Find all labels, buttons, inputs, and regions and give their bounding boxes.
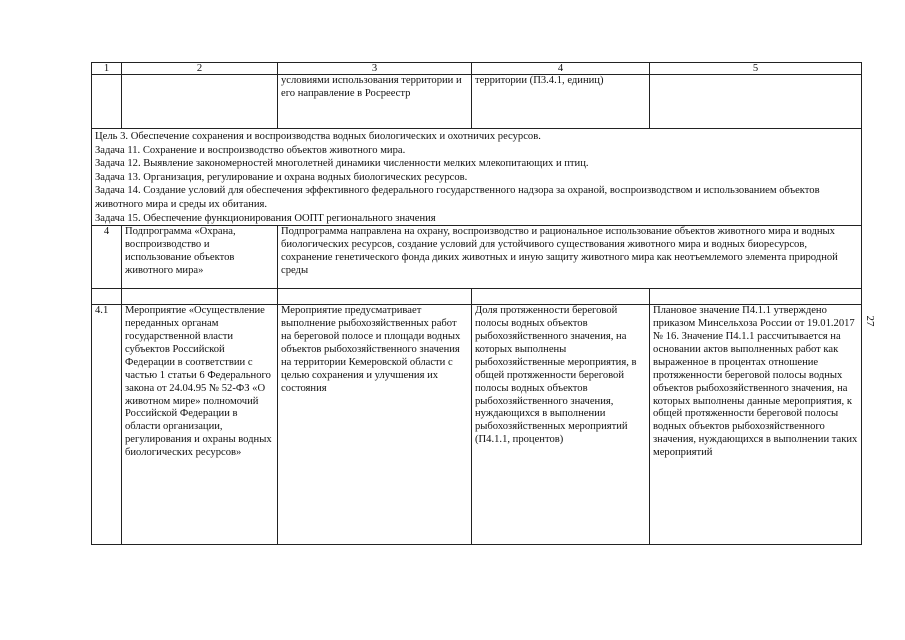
spacer-cell	[122, 289, 278, 305]
continuation-row	[92, 75, 862, 129]
measure-name: Мероприятие «Осуществление переданных органам государственной власти субъектов Российской Федерации в соответствии с частью 1 статьи 6 Федерального закона от 24.04.95 № 52-ФЗ «О животном мире» полномочий Российской Федерации в области организации, регулирования и охраны водных биологических ресурсов»	[125, 305, 272, 459]
spacer-row	[92, 289, 862, 305]
header-cell-5: 5	[650, 63, 862, 75]
measure-description-cell	[278, 305, 472, 545]
spacer-cell	[92, 289, 122, 305]
page-number: 27	[864, 315, 876, 327]
task-line: Задача 12. Выявление закономерностей многолетней динамики численности мелких млекопитающих и птиц.	[95, 158, 589, 170]
subprogram-name: Подпрограмма «Охрана, воспроизводство и использование объектов животного мира»	[125, 226, 236, 276]
header-cell-1: 1	[92, 63, 122, 75]
header-cell-3: 3	[278, 63, 472, 75]
subprogram-row	[92, 226, 862, 289]
continuation-cell-3	[278, 75, 472, 129]
measure-description: Мероприятие предусматривает выполнение рыбохозяйственных работ на береговой полосе и площади водных объектов рыбохозяйственного значения на территории Кемеровской области с целью сохранения и улучшения их состояния	[281, 305, 461, 394]
goals-row	[92, 129, 862, 226]
subprogram-number: 4	[92, 226, 122, 289]
continuation-cell-1	[92, 75, 122, 129]
measure-indicator-cell	[472, 305, 650, 545]
subprogram-name-cell	[122, 226, 278, 289]
header-cell-2: 2	[122, 63, 278, 75]
continuation-text-col4: территории (П3.4.1, единиц)	[475, 75, 604, 86]
program-table	[91, 62, 862, 545]
spacer-cell	[650, 289, 862, 305]
task-line: Задача 15. Обеспечение функционирования ООПТ регионального значения	[95, 212, 436, 224]
task-line: Задача 13. Организация, регулирование и охрана водных биологических ресурсов.	[95, 171, 468, 183]
goals-cell	[92, 129, 862, 226]
header-row	[92, 63, 862, 75]
spacer-cell	[472, 289, 650, 305]
task-line: Задача 14. Создание условий для обеспечения эффективного федерального государственного надзора за охраной, воспроизводством и использованием объектов животного мира и среды их обитания.	[95, 185, 820, 210]
measure-method: Плановое значение П4.1.1 утверждено приказом Минсельхоза России от 19.01.2017 № 16. Значение П4.1.1 рассчитывается на основании актов выполненных работ как выраженное в процентах отношение протяженности береговой полосы водных объектов рыбохозяйственного значения, на которых выполнены данные мероприятия, к общей протяженности береговой полосы водных объектов рыбохозяйственного значения, нуждающихся в выполнении таких мероприятий	[653, 305, 858, 459]
measure-indicator: Доля протяженности береговой полосы водных объектов рыбохозяйственного значения, на которых выполнены рыбохозяйственные мероприятия, в общей протяженности береговой полосы водных объектов рыбохозяйственного значения, нуждающихся в выполнении рыбохозяйственных мероприятий (П4.1.1, процентов)	[475, 305, 637, 446]
continuation-text-col3: условиями использования территории и его направление в Росреестр	[281, 75, 462, 99]
continuation-cell-4	[472, 75, 650, 129]
spacer-cell	[278, 289, 472, 305]
subprogram-description-cell	[278, 226, 862, 289]
measure-name-cell	[122, 305, 278, 545]
header-cell-4: 4	[472, 63, 650, 75]
continuation-cell-2	[122, 75, 278, 129]
measure-number: 4.1	[92, 305, 122, 545]
goal-line: Цель 3. Обеспечение сохранения и воспроизводства водных биологических и охотничих ресурсов.	[95, 131, 541, 142]
measure-method-cell	[650, 305, 862, 545]
subprogram-description: Подпрограмма направлена на охрану, воспроизводство и рациональное использование объектов животного мира и водных биологических ресурсов, создание условий для устойчивого существования животного мира и водных биоресурсов, сохранение генетического фонда диких животных и иную защиту животного мира как неотъемлемого элемента природной среды	[281, 226, 838, 276]
task-line: Задача 11. Сохранение и воспроизводство объектов животного мира.	[95, 144, 406, 156]
continuation-cell-5	[650, 75, 862, 129]
measure-row	[92, 305, 862, 545]
